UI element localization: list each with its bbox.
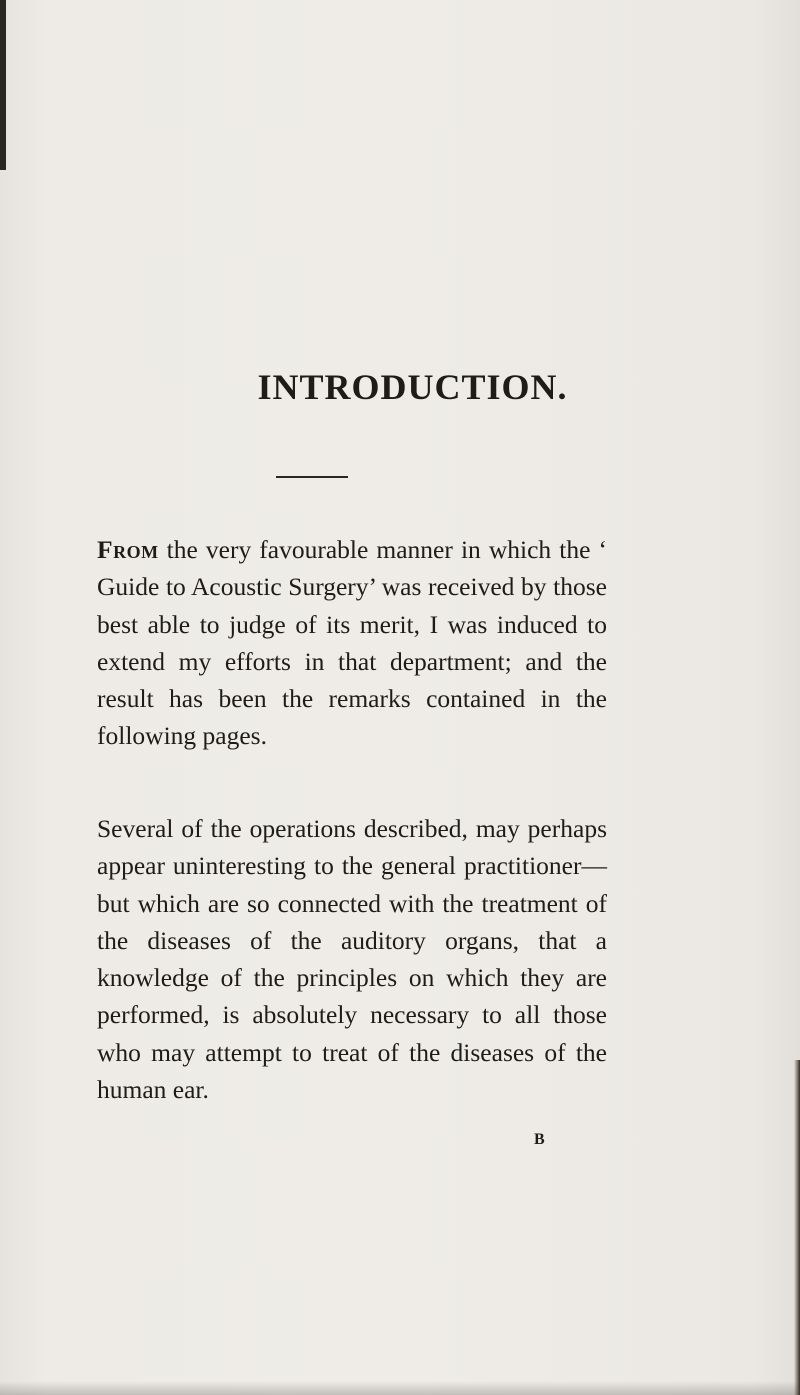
page-title: INTRODUCTION.	[257, 367, 568, 407]
scan-edge-right	[794, 1060, 800, 1395]
heading-rule	[276, 476, 348, 478]
scan-edge-left	[0, 0, 6, 170]
paragraph-1	[97, 531, 607, 755]
paragraph-2: Several of the operations described, may perhaps appear uninteresting to the general practitioner—but which are so connected with the treatment of the diseases of the auditory organs, that a knowledge of the principles on which they are performed, is absolutely necessary to all those who may attempt to treat of the diseases of the human ear.	[97, 814, 607, 1105]
signature-mark: B	[534, 1131, 545, 1148]
paragraph-1-text: the very favourable manner in which the ‘ Guide to Acoustic Surgery’ was received by those best able to judge of its merit, I was induced to extend my efforts in that department; and the result has been the remarks contained in the following pages.	[97, 535, 607, 751]
scan-edge-bottom	[0, 1381, 800, 1395]
paragraph-1-lead: From	[97, 535, 159, 564]
